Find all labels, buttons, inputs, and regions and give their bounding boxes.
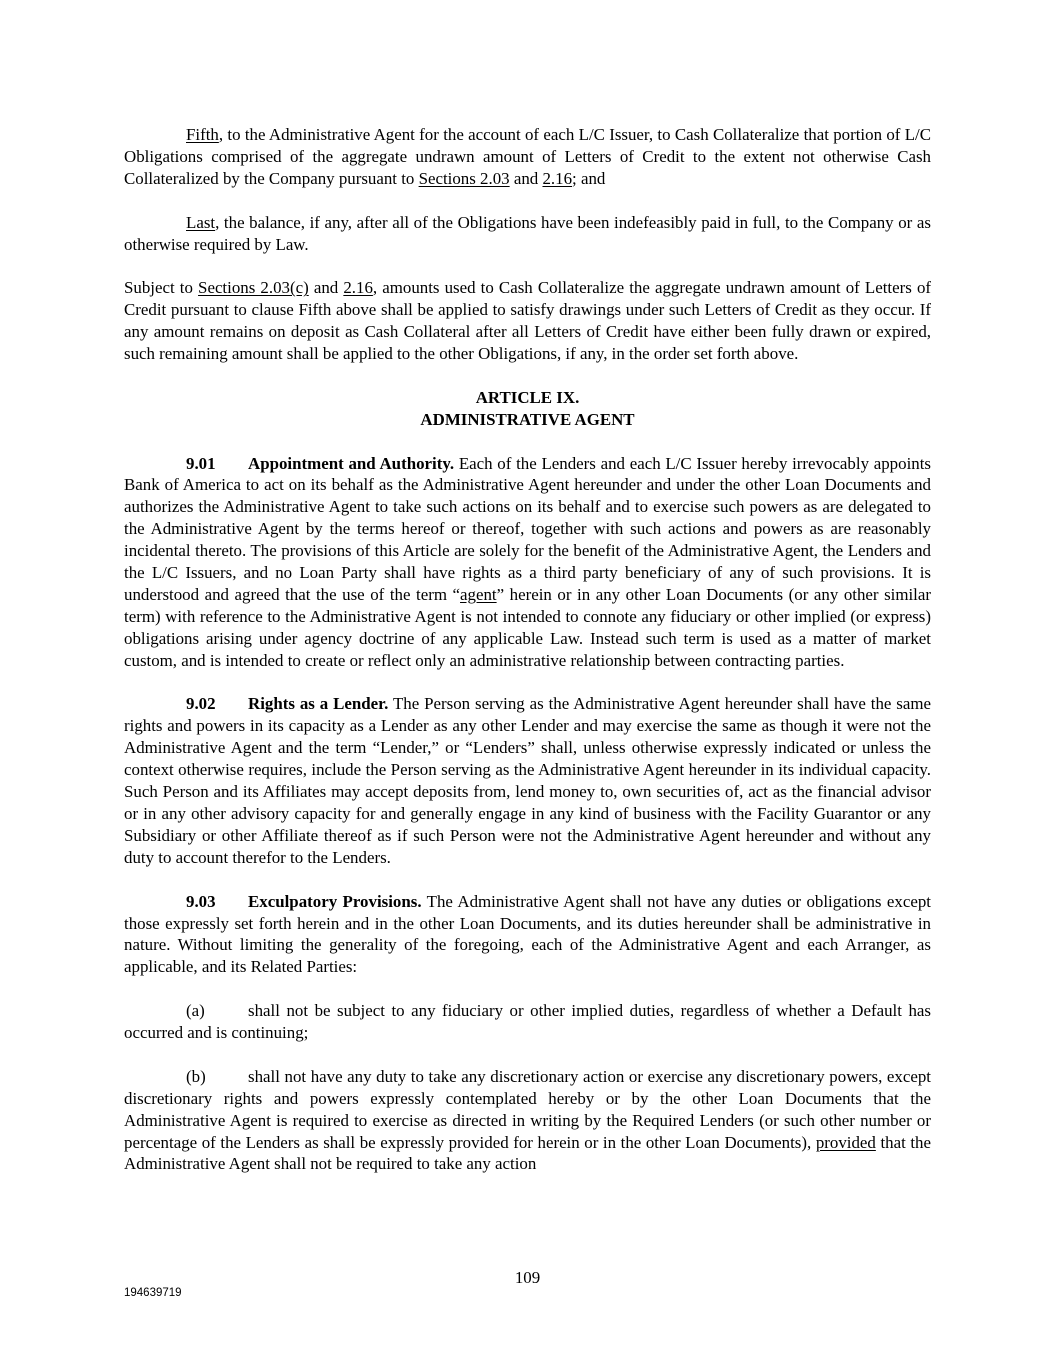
article-title: ADMINISTRATIVE AGENT [420, 409, 635, 429]
paragraph-text: Subject to [124, 278, 199, 298]
clause-label: (b) [186, 1066, 206, 1086]
cross-reference: 2.16 [343, 278, 373, 298]
paragraph-text: shall not have any duty to take any discretionary action or exercise any discretionary powers, except discretionary rights and powers expressly contemplated hereby or by the other Loan Documents that the Administrative Agent is required to exercise as directed in writing by the Required Lenders (or such other number or percentage of the Lenders as shall be expressly provided for herein or in the other Loan Documents), [124, 1066, 931, 1152]
article-number: ARTICLE IX. [475, 387, 580, 407]
defined-term-provided: provided [815, 1132, 876, 1152]
section-9-01 [124, 453, 931, 672]
paragraph-text: that the Administrative Agent shall not be required to take any action [124, 1132, 931, 1174]
section-number: 9.01 [186, 453, 216, 473]
paragraph-text: The Administrative Agent shall not have any duties or obligations except those expressly set forth herein and in the other Loan Documents, and its duties hereunder shall be administrative in nature. Without limiting the generality of the foregoing, each of the Administrative Agent and each Arranger, as applicable, and its Related Parties: [124, 891, 931, 977]
section-9-03 [124, 891, 931, 979]
cross-reference: Sections 2.03(c) [198, 278, 309, 298]
clause-label: (a) [186, 1001, 205, 1021]
paragraph-subject-to [124, 277, 931, 365]
clause-a [124, 1000, 931, 1044]
defined-term-agent: agent [460, 584, 497, 604]
section-heading: Appointment and Authority. [248, 453, 455, 473]
clause-b [124, 1066, 931, 1176]
paragraph-text: Each of the Lenders and each L/C Issuer hereby irrevocably appoints Bank of America to act on its behalf as the Administrative Agent hereunder and under the other Loan Documents and authorizes the Administrative Agent to take such actions on its behalf and to exercise such powers as are delegated to the Administrative Agent by the terms hereof or thereof, together with such actions and powers as are reasonably incidental thereto. The provisions of this Article are solely for the benefit of the Administrative Agent, the Lenders and the L/C Issuers, and no Loan Party shall have rights as a third party beneficiary of any of such provisions. It is understood and agreed that the use of the term “ [124, 453, 931, 604]
section-9-02 [124, 693, 931, 868]
section-heading: Rights as a Lender. [248, 694, 389, 714]
paragraph-text: and [509, 168, 543, 188]
paragraph-last [124, 212, 931, 256]
paragraph-text: , amounts used to Cash Collateralize the aggregate undrawn amount of Letters of Credit pursuant to clause Fifth above shall be applied to satisfy drawings under such Letters of Credit as they occur. If any amount remains on deposit as Cash Collateral after all Letters of Credit have either been fully drawn or expired, such remaining amount shall be applied to the other Obligations, if any, in the order set forth above. [124, 278, 932, 364]
section-number: 9.02 [186, 694, 216, 714]
defined-term-fifth: Fifth [186, 125, 219, 144]
document-id: 194639719 [124, 1287, 182, 1299]
paragraph-text: The Person serving as the Administrative Agent hereunder shall have the same rights and powers in its capacity as a Lender as any other Lender and may exercise the same as though it were not the Administrative Agent and the term “Lender,” or “Lenders” shall, unless otherwise expressly indicated or unless the context otherwise requires, include the Person serving as the Administrative Agent hereunder in its individual capacity. Such Person and its Affiliates may accept deposits from, lend money to, own securities of, act as the financial advisor or in any other advisory capacity for and generally engage in any kind of business with the Facility Guarantor or any Subsidiary or other Affiliate thereof as if such Person were not the Administrative Agent hereunder and without any duty to account therefor to the Lenders. [124, 694, 932, 867]
defined-term-last: Last [186, 212, 216, 232]
paragraph-text: , to the Administrative Agent for the account of each L/C Issuer, to Cash Collateralize that portion of L/C Obligations comprised of the aggregate undrawn amount of Letters of Credit to the extent not otherwise Cash Collateralized by the Company pursuant to [124, 125, 931, 188]
paragraph-text: ; and [572, 168, 606, 188]
paragraph-text: and [308, 278, 344, 298]
cross-reference: Sections 2.03 [418, 168, 510, 188]
cross-reference: 2.16 [542, 168, 573, 188]
page-number: 109 [514, 1268, 541, 1287]
section-heading: Exculpatory Provisions. [248, 891, 422, 911]
paragraph-text: ” herein or in any other Loan Documents (or any other similar term) with reference to the Administrative Agent is not intended to connote any fiduciary or other implied (or express) obligations arising under agency doctrine of any applicable Law. Instead such term is used as a matter of market custom, and is intended to create or reflect only an administrative relationship between contracting parties. [124, 584, 931, 670]
paragraph-fifth [124, 124, 931, 190]
article-heading [124, 387, 931, 431]
section-number: 9.03 [186, 891, 216, 911]
paragraph-text: , the balance, if any, after all of the Obligations have been indefeasibly paid in full, to the Company or as otherwise required by Law. [124, 212, 931, 254]
document-body [124, 124, 931, 1197]
paragraph-text: shall not be subject to any fiduciary or other implied duties, regardless of whether a Default has occurred and is continuing; [124, 1001, 931, 1043]
